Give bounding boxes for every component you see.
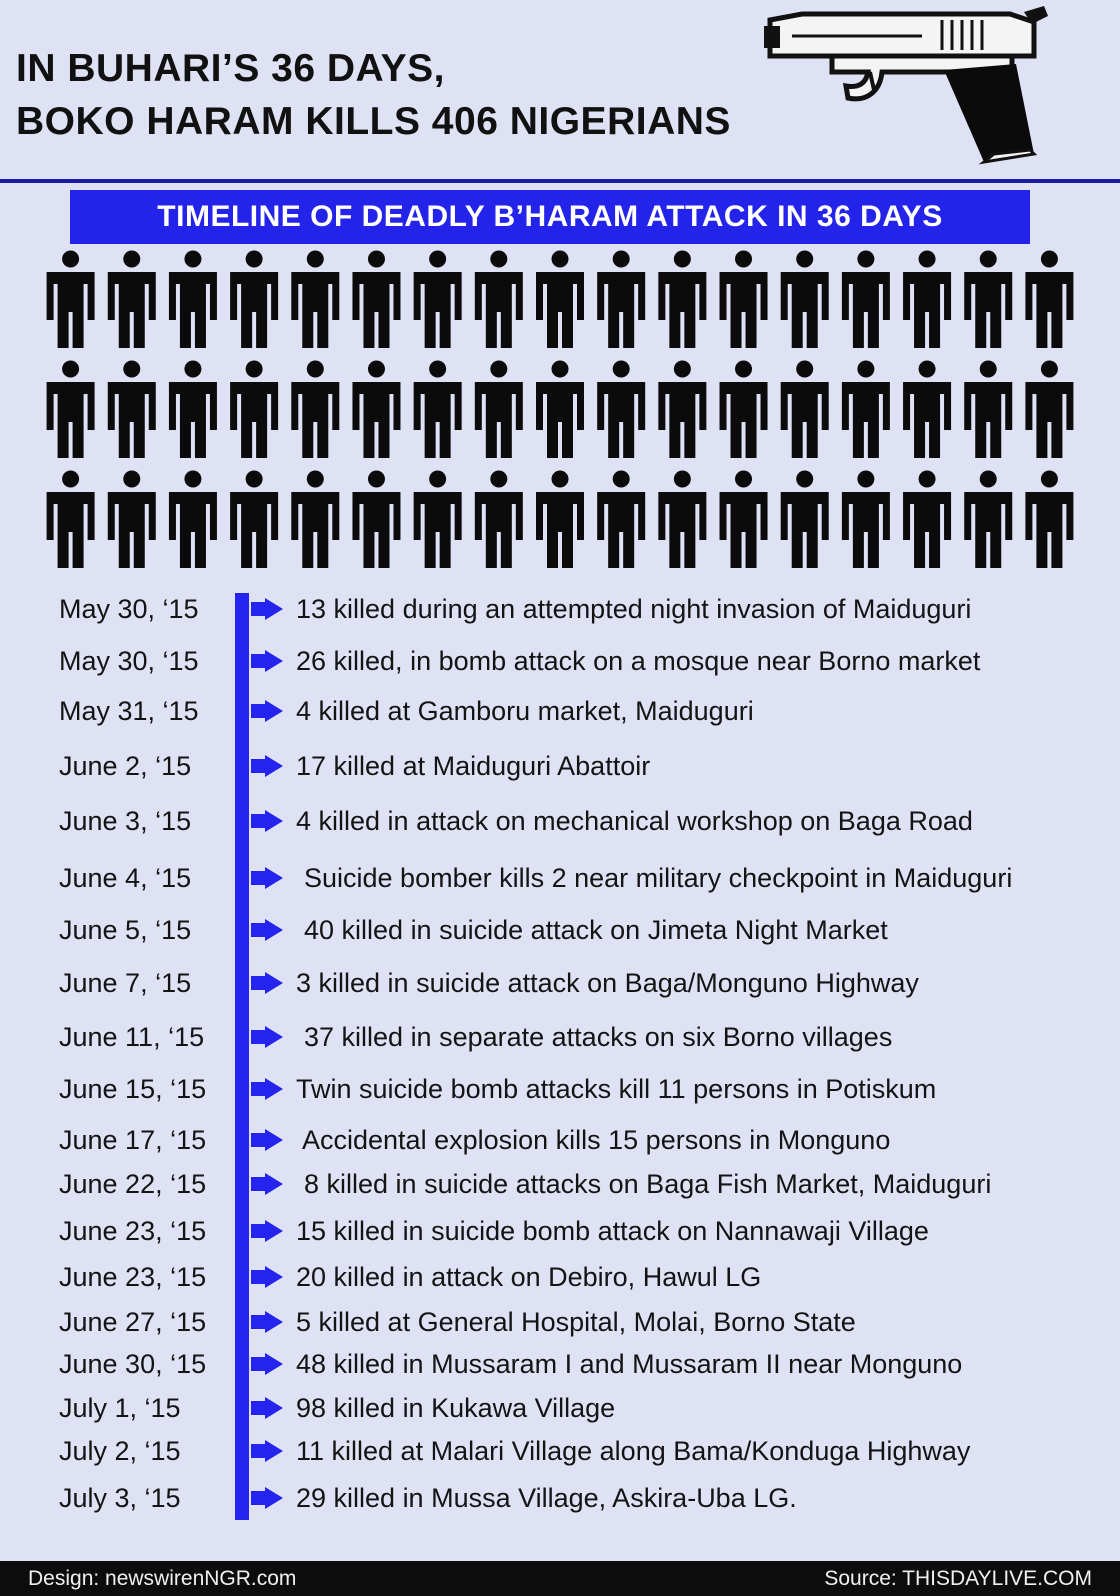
arrow-right-icon [251,1078,283,1100]
footer-bar [0,1561,1120,1596]
timeline-date: May 31, ‘15 [59,696,199,726]
person-icon [536,361,584,459]
timeline-row [0,1211,1120,1251]
timeline-row [0,1257,1120,1297]
timeline-event: 20 killed in attack on Debiro, Hawul LG [296,1262,762,1292]
person-icon [414,471,462,569]
person-icon [842,251,890,349]
arrow-right-icon [251,650,283,672]
person-icon [230,471,278,569]
person-icon [720,251,768,349]
timeline-row [0,910,1120,950]
timeline-event: 4 killed in attack on mechanical workshop on Baga Road [296,806,973,836]
timeline-date: June 23, ‘15 [59,1262,207,1292]
timeline-event: 37 killed in separate attacks on six Borno villages [304,1022,893,1052]
arrow-right-icon [251,867,283,889]
timeline-date: July 2, ‘15 [59,1436,181,1466]
arrow-right-icon [251,1487,283,1509]
person-icon [230,251,278,349]
timeline-event: 40 killed in suicide attack on Jimeta Night Market [304,915,888,945]
arrow-right-icon [251,919,283,941]
timeline-event: 29 killed in Mussa Village, Askira-Uba LG. [296,1483,797,1513]
timeline-event: Suicide bomber kills 2 near military checkpoint in Maiduguri [304,863,1013,893]
person-icon [230,361,278,459]
timeline-event: 48 killed in Mussaram I and Mussaram II near Monguno [296,1349,963,1379]
timeline-date: June 23, ‘15 [59,1216,207,1246]
person-icon [597,471,645,569]
person-icon [597,251,645,349]
timeline-date: July 3, ‘15 [59,1483,181,1513]
person-icon [352,471,400,569]
timeline-row [0,641,1120,681]
timeline-event: Twin suicide bomb attacks kill 11 persons in Potiskum [296,1074,937,1104]
person-icon [658,471,706,569]
timeline-row [0,746,1120,786]
person-icon [658,361,706,459]
arrow-right-icon [251,1311,283,1333]
person-icon [475,471,523,569]
timeline-event: 11 killed at Malari Village along Bama/Konduga Highway [296,1436,971,1466]
person-icon [169,361,217,459]
person-icon [414,251,462,349]
person-icon [903,251,951,349]
timeline-date: June 30, ‘15 [59,1349,207,1379]
timeline-date: June 22, ‘15 [59,1169,207,1199]
timeline-banner: TIMELINE OF DEADLY B’HARAM ATTACK IN 36 DAYS [70,190,1030,244]
person-icon [108,471,156,569]
person-icon [291,361,339,459]
person-icon [720,471,768,569]
person-icon [47,251,95,349]
person-icon [1025,251,1073,349]
arrow-right-icon [251,1173,283,1195]
timeline-date: June 27, ‘15 [59,1307,207,1337]
person-icon [1025,471,1073,569]
timeline-date: May 30, ‘15 [59,594,199,624]
arrow-right-icon [251,1220,283,1242]
timeline-event: 26 killed, in bomb attack on a mosque near Borno market [296,646,981,676]
header-divider [0,179,1120,183]
person-icon [842,361,890,459]
timeline-row [0,589,1120,629]
arrow-right-icon [251,972,283,994]
person-icon [352,361,400,459]
headline-line-2: BOKO HARAM KILLS 406 NIGERIANS [16,100,731,143]
pistol-icon [762,6,1052,166]
arrow-right-icon [251,598,283,620]
timeline-row [0,858,1120,898]
arrow-right-icon [251,755,283,777]
person-icon [720,361,768,459]
arrow-right-icon [251,1266,283,1288]
person-icon [169,471,217,569]
person-icon [352,251,400,349]
timeline-date: July 1, ‘15 [59,1393,181,1423]
timeline-row [0,1431,1120,1471]
timeline-row [0,1388,1120,1428]
person-icon [964,361,1012,459]
person-icon [1025,361,1073,459]
timeline-date: June 4, ‘15 [59,863,192,893]
timeline-event: Accidental explosion kills 15 persons in Monguno [302,1125,891,1155]
timeline-event: 5 killed at General Hospital, Molai, Borno State [296,1307,856,1337]
person-icon [108,361,156,459]
arrow-right-icon [251,1440,283,1462]
person-icon [414,361,462,459]
timeline-event: 3 killed in suicide attack on Baga/Monguno Highway [296,968,919,998]
timeline-event: 98 killed in Kukawa Village [296,1393,616,1423]
person-icon [903,361,951,459]
person-icon [842,471,890,569]
timeline-event: 15 killed in suicide bomb attack on Nannawaji Village [296,1216,929,1246]
timeline-row [0,1478,1120,1518]
timeline-event: 13 killed during an attempted night invasion of Maiduguri [296,594,972,624]
timeline-row [0,1302,1120,1342]
arrow-right-icon [251,1129,283,1151]
timeline-row [0,801,1120,841]
person-icon [108,251,156,349]
person-icon [597,361,645,459]
person-icon [903,471,951,569]
arrow-right-icon [251,810,283,832]
arrow-right-icon [251,1353,283,1375]
timeline-date: June 5, ‘15 [59,915,192,945]
person-icon [291,471,339,569]
person-icon [964,251,1012,349]
timeline-row [0,963,1120,1003]
person-icon [781,361,829,459]
person-icon [169,251,217,349]
arrow-right-icon [251,700,283,722]
source-credit: Source: THISDAYLIVE.COM [824,1567,1092,1590]
timeline-date: June 7, ‘15 [59,968,192,998]
headline-line-1: IN BUHARI’S 36 DAYS, [16,47,446,90]
timeline-row [0,1344,1120,1384]
person-icon [536,471,584,569]
person-icon [781,471,829,569]
timeline-row [0,1017,1120,1057]
timeline-date: June 3, ‘15 [59,806,192,836]
timeline-date: June 17, ‘15 [59,1125,207,1155]
person-icon [291,251,339,349]
timeline-date: June 2, ‘15 [59,751,192,781]
timeline-date: June 15, ‘15 [59,1074,207,1104]
timeline-date: June 11, ‘15 [59,1022,205,1052]
timeline-row [0,1120,1120,1160]
person-icon [536,251,584,349]
person-icon [47,471,95,569]
arrow-right-icon [251,1026,283,1048]
timeline-row [0,691,1120,731]
timeline-row [0,1069,1120,1109]
people-figures-grid [40,250,1080,580]
person-icon [658,251,706,349]
person-icon [47,361,95,459]
design-credit: Design: newswirenNGR.com [28,1567,297,1590]
timeline-event: 8 killed in suicide attacks on Baga Fish Market, Maiduguri [304,1169,992,1199]
timeline-event: 4 killed at Gamboru market, Maiduguri [296,696,754,726]
timeline-event: 17 killed at Maiduguri Abattoir [296,751,651,781]
timeline-row [0,1164,1120,1204]
person-icon [475,251,523,349]
person-icon [964,471,1012,569]
timeline-date: May 30, ‘15 [59,646,199,676]
person-icon [781,251,829,349]
headline [16,42,796,148]
person-icon [475,361,523,459]
arrow-right-icon [251,1397,283,1419]
